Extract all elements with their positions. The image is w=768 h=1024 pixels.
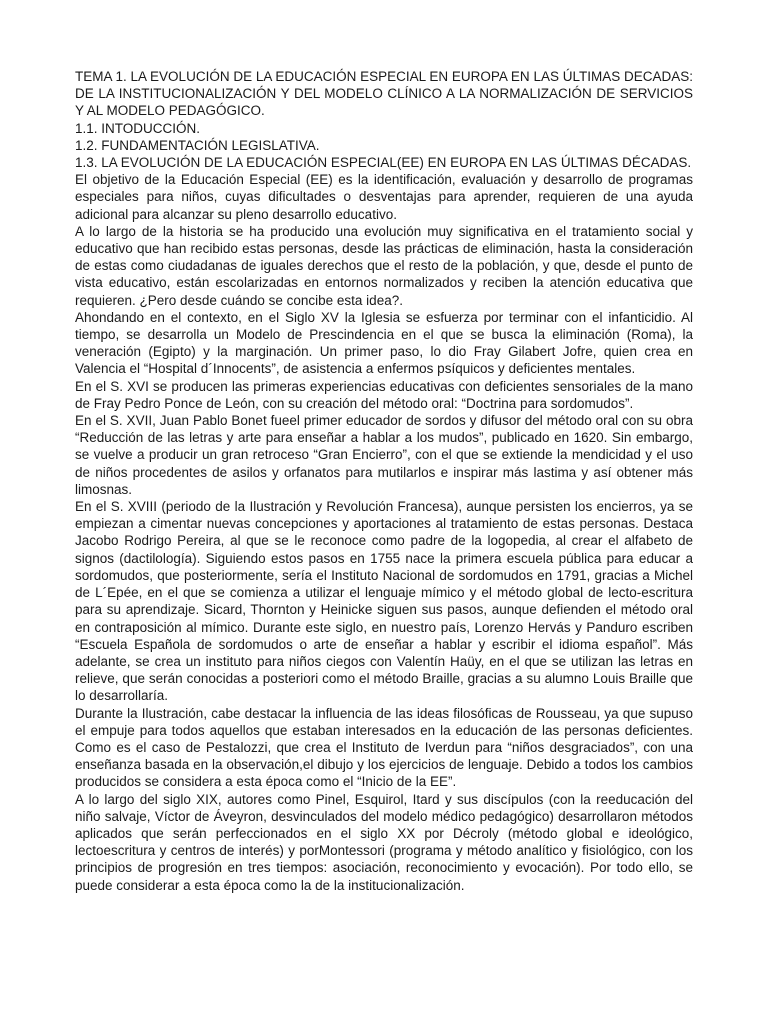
paragraph-siglo-xvii: En el S. XVII, Juan Pablo Bonet fueel primer educador de sordos y difusor del método oral con su obra “Reducción de las letras y arte para enseñar a hablar a los mudos”, publicado en 1620. Sin embargo, se vuelve a producir un gran retroceso “Gran Encierro”, con el que se extiende la mendicidad y el uso de niños procedentes de asilos y orfanatos para mutilarlos e inspirar más lastima y así obtener más limosnas. [75,413,693,497]
paragraph-siglo-xviii: En el S. XVIII (periodo de la Ilustración y Revolución Francesa), aunque persisten los encierros, ya se empiezan a cimentar nuevas concepciones y aportaciones al tratamiento de estas personas. Destaca Jacobo Rodrigo Pereira, al que se le reconoce como padre de la logopedia, al crear el alfabeto de signos (dactilología). Siguiendo estos pasos en 1755 nace la primera escuela pública para educar a sordomudos, que posteriormente, sería el Instituto Nacional de sordomudos en 1791, gracias a Michel de L´Epée, en el que se comienza a utilizar el lenguaje mímico y el método global de lecto-escritura para su aprendizaje. Sicard, Thornton y Heinicke siguen sus pasos, aunque defienden el método oral en contraposición al mímico. Durante este siglo, en nuestro país, Lorenzo Hervás y Panduro escriben “Escuela Española de sordomudos o arte de enseñar a hablar y escribir el idioma español”. Más adelante, se crea un instituto para niños ciegos con Valentín Haüy, en el que se utilizan las letras en relieve, que serán conocidas a posteriori como el método Braille, gracias a su alumno Louis Braille que lo desarrollaría. [75,499,693,704]
paragraph-siglo-xix: A lo largo del siglo XIX, autores como Pinel, Esquirol, Itard y sus discípulos (con la reeducación del niño salvaje, Víctor de Áveyron, desvinculados del modelo médico pedagógico) desarrollaron métodos aplicados que serán perfeccionados en el siglo XX por Décroly (método global e ideológico, lectoescritura y centros de interés) y porMontessori (programa y método analítico y fisiológico, con los principios de progresión en tres tiempos: asociación, reconocimiento y evocación). Por todo ello, se puede considerar a esta época como la de la institucionalización. [75,791,693,893]
heading-evolucion: 1.3. LA EVOLUCIÓN DE LA EDUCACIÓN ESPECIAL(EE) EN EUROPA EN LAS ÚLTIMAS DÉCADAS. [75,155,692,171]
document-page [75,68,693,894]
paragraph-siglo-xv: Ahondando en el contexto, en el Siglo XV la Iglesia se esfuerza por terminar con el infanticidio. Al tiempo, se desarrolla un Modelo de Prescindencia en el que se busca la eliminación (Roma), la veneración (Egipto) y la marginación. Un primer paso, lo dio Fray Gilabert Jofre, quien crea en Valencia el “Hospital d´Innocents”, de asistencia a enfermos psíquicos y deficientes mentales. [75,309,693,377]
paragraph-objetivo: El objetivo de la Educación Especial (EE) es la identificación, evaluación y desarrollo de programas especiales para niños, cuyas dificultades o desventajas para aprender, requieren de una ayuda adicional para alcanzar su pleno desarrollo educativo. [75,172,693,222]
paragraph-siglo-xvi: En el S. XVI se producen las primeras experiencias educativas con deficientes sensoriales de la mano de Fray Pedro Ponce de León, con su creación del método oral: “Doctrina para sordomudos”. [75,378,693,411]
paragraph-historia: A lo largo de la historia se ha producido una evolución muy significativa en el tratamiento social y educativo que han recibido estas personas, desde las prácticas de eliminación, hasta la consideración de estas como ciudadanas de iguales derechos que el resto de la población, y que, desde el punto de vista educativo, están escolarizadas en entornos normalizados y reciben la atención educativa que requieren. ¿Pero desde cuándo se concibe esta idea?. [75,223,693,308]
paragraph-ilustracion: Durante la Ilustración, cabe destacar la influencia de las ideas filosóficas de Rousseau, ya que supuso el empuje para todos aquellos que estaban interesados en la educación de las personas deficientes. Como es el caso de Pestalozzi, que crea el Instituto de Iverdun para “niños desgraciados”, con una enseñanza basada en la observación,el dibujo y los ejercicios de lenguaje. Debido a todos los cambios producidos se considera a esta época como el “Inicio de la EE”. [75,705,693,790]
heading-introduccion: 1.1. INTODUCCIÓN. [75,120,201,136]
heading-fundamentacion: 1.2. FUNDAMENTACIÓN LEGISLATIVA. [75,137,320,153]
document-title: TEMA 1. LA EVOLUCIÓN DE LA EDUCACIÓN ESPECIAL EN EUROPA EN LAS ÚLTIMAS DECADAS: DE LA INSTITUCIONALIZACIÓN Y DEL MODELO CLÍNICO A LA NORMALIZACIÓN DE SERVICIOS Y AL MODELO PEDAGÓGICO. [75,69,693,119]
